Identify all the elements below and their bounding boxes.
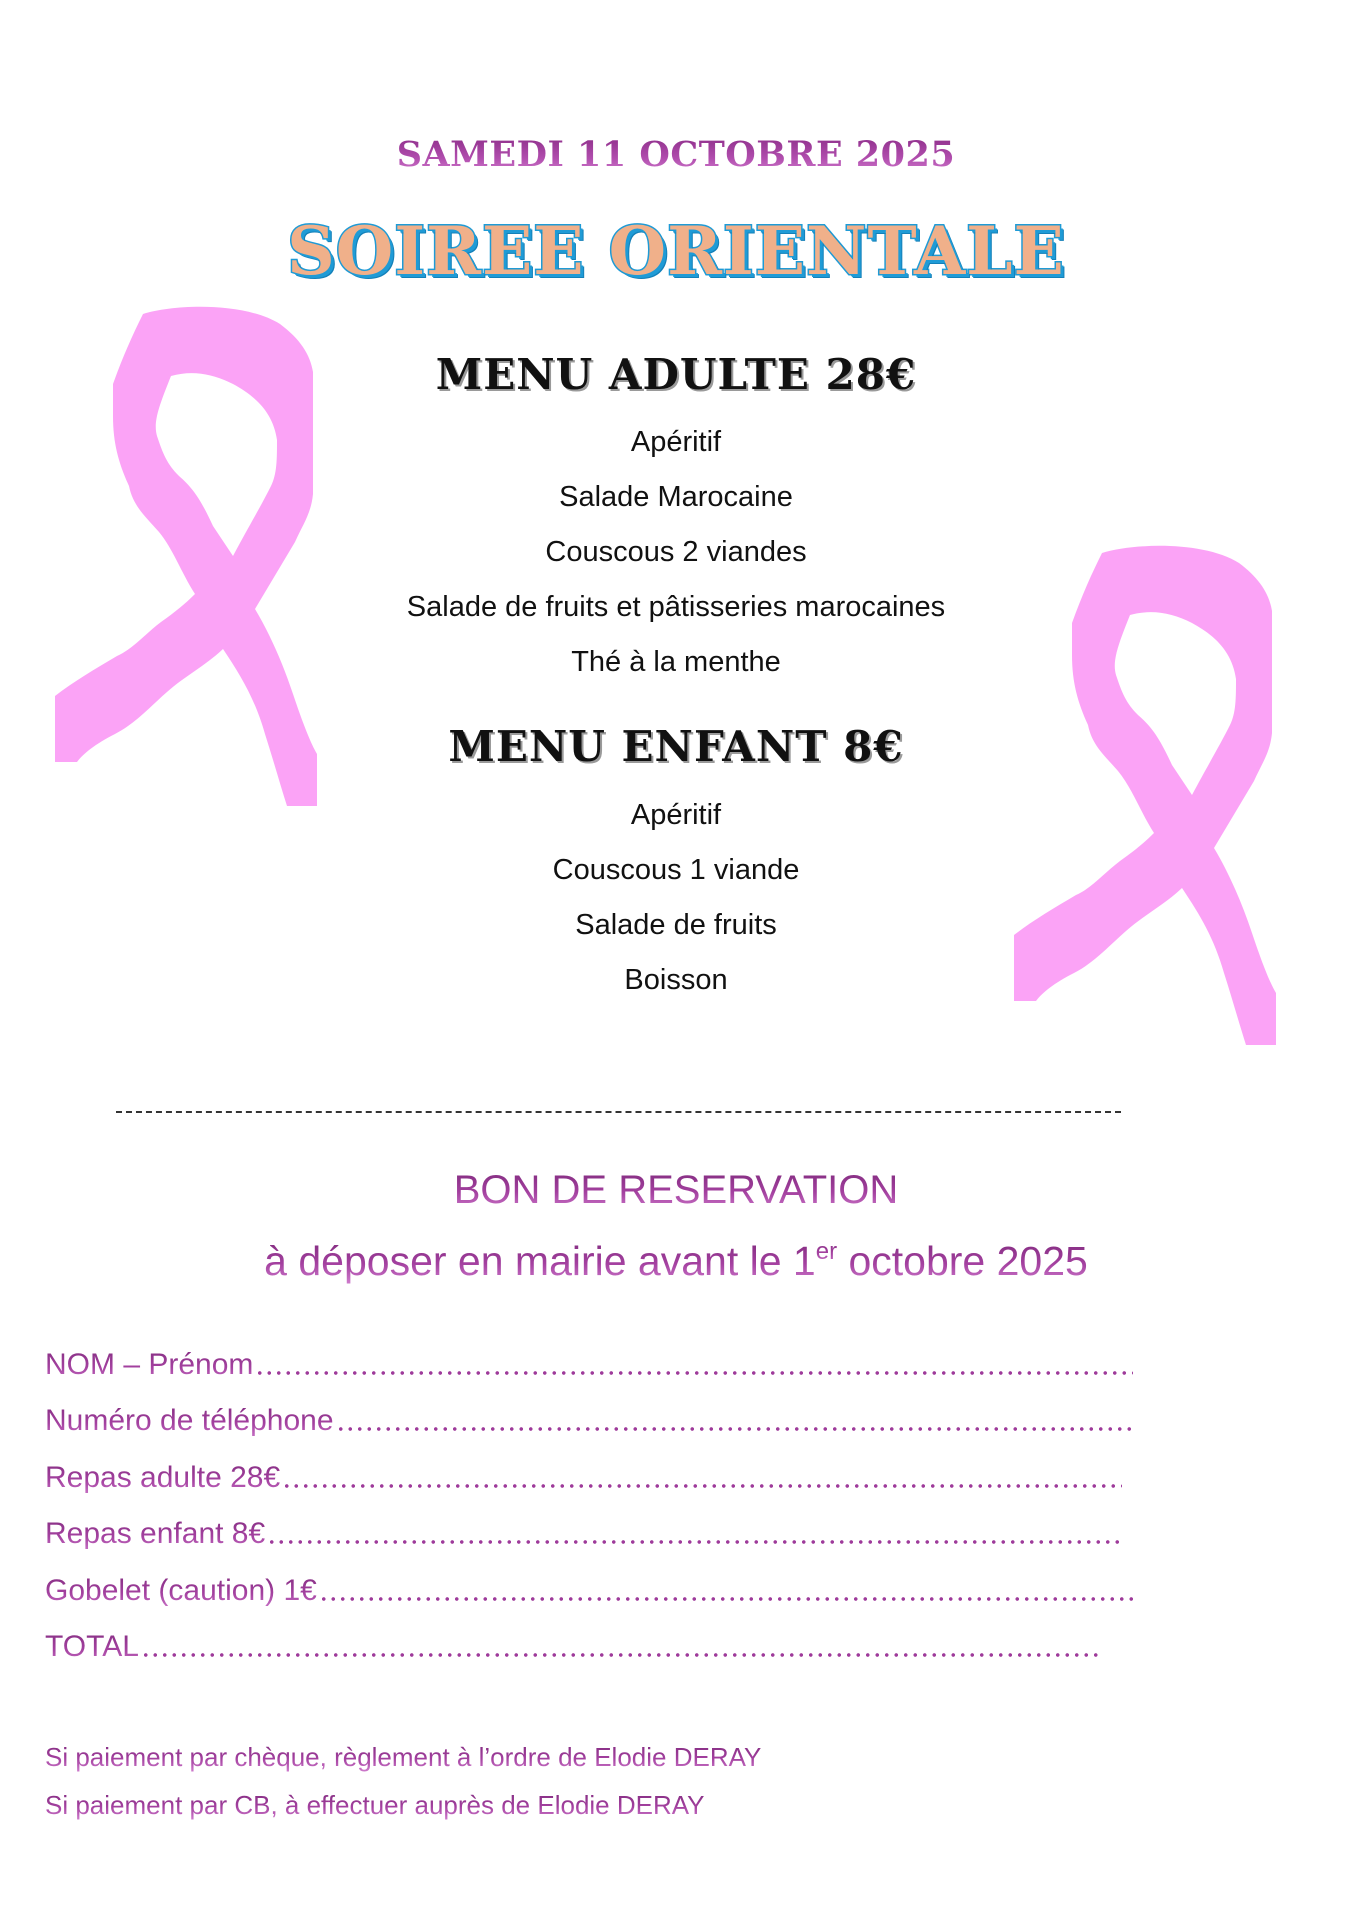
- field-phone[interactable]: [45, 1401, 1135, 1441]
- ordinal-suffix: er: [815, 1238, 838, 1265]
- field-name[interactable]: [45, 1345, 1133, 1385]
- menu-child-item: Salade de fruits: [575, 909, 777, 941]
- menu-child-item: Boisson: [624, 964, 728, 996]
- menu-adult-item: Salade de fruits et pâtisseries marocaines: [406, 591, 946, 623]
- event-date-line: [0, 134, 1352, 175]
- payment-note-cheque: [45, 1740, 761, 1774]
- fill-in-dotted-line[interactable]: [282, 1483, 1122, 1489]
- menu-adult-item: Apéritif: [630, 426, 722, 458]
- field-label: Repas enfant 8€: [45, 1514, 265, 1554]
- menu-adult-item: Thé à la menthe: [571, 646, 781, 678]
- event-title: SOIREE ORIENTALE: [287, 212, 1065, 290]
- fill-in-dotted-line[interactable]: [141, 1652, 1103, 1658]
- field-label: Gobelet (caution) 1€: [45, 1571, 317, 1611]
- menu-adult-item: Couscous 2 viandes: [545, 536, 807, 568]
- field-total[interactable]: [45, 1627, 1103, 1667]
- fill-in-dotted-line[interactable]: [267, 1539, 1122, 1545]
- payment-note-text: Si paiement par chèque, règlement à l’ordre de Elodie DERAY: [45, 1742, 762, 1772]
- cut-line-separator: [116, 1111, 1121, 1113]
- field-child-meals[interactable]: [45, 1514, 1122, 1554]
- menu-child-item: Apéritif: [630, 799, 722, 831]
- event-date: SAMEDI 11 OCTOBRE 2025: [396, 134, 956, 175]
- fill-in-dotted-line[interactable]: [336, 1426, 1135, 1432]
- fill-in-dotted-line[interactable]: [319, 1596, 1133, 1602]
- field-label: Repas adulte 28€: [45, 1458, 280, 1498]
- field-label: NOM – Prénom: [45, 1345, 253, 1385]
- menu-child-item: Couscous 1 viande: [552, 854, 800, 886]
- field-cup-deposit[interactable]: [45, 1571, 1133, 1611]
- payment-note-card: [45, 1788, 705, 1822]
- reservation-subtitle: [0, 1238, 1352, 1285]
- reservation-title: [0, 1168, 1352, 1213]
- field-adult-meals[interactable]: [45, 1458, 1122, 1498]
- reservation-subtitle-text: à déposer en mairie avant le 1: [264, 1238, 816, 1284]
- fill-in-dotted-line[interactable]: [255, 1370, 1133, 1376]
- field-label: Numéro de téléphone: [45, 1401, 334, 1441]
- payment-note-text: Si paiement par CB, à effectuer auprès de Elodie DERAY: [45, 1790, 705, 1820]
- menu-child-heading: MENU ENFANT 8€: [448, 722, 904, 771]
- reservation-subtitle-date: octobre 2025: [837, 1238, 1088, 1284]
- menu-adult-heading: MENU ADULTE 28€: [435, 350, 917, 399]
- reservation-title-text: BON DE RESERVATION: [453, 1168, 899, 1212]
- menu-adult-item: Salade Marocaine: [559, 481, 793, 513]
- field-label: TOTAL: [45, 1627, 139, 1667]
